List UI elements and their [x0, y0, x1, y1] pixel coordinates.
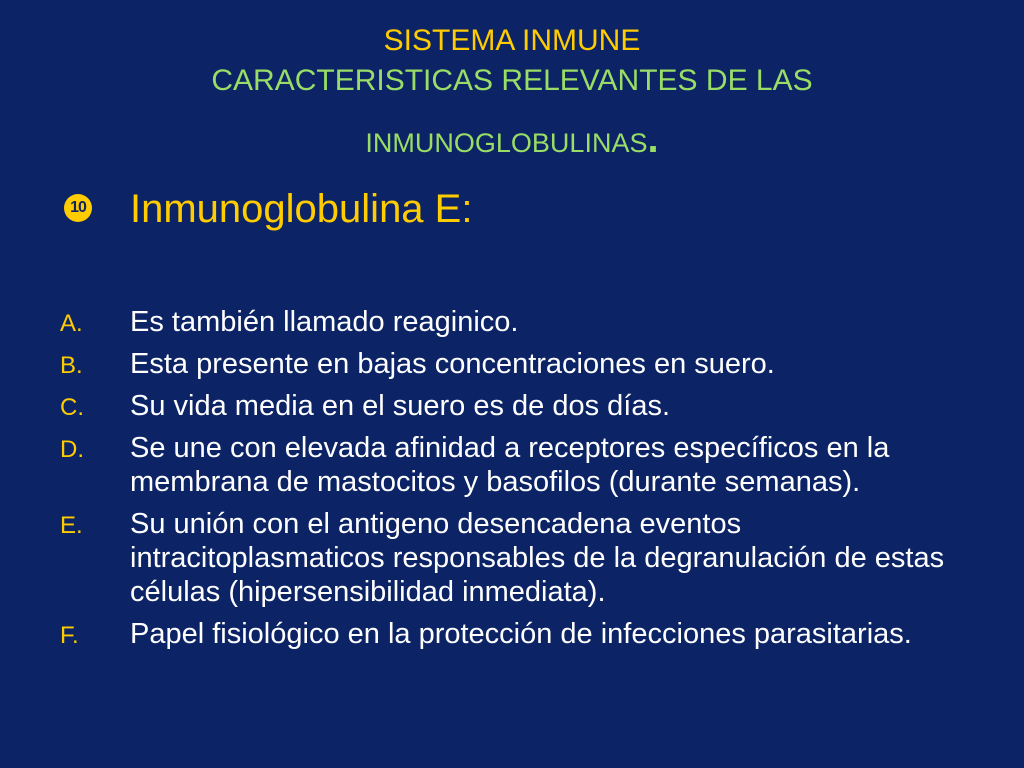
subtitle-word: INMUNOGLOBULINAS: [365, 128, 648, 158]
subtitle-period: .: [647, 117, 659, 161]
item-marker: F.: [60, 622, 79, 649]
item-marker: D.: [60, 436, 84, 463]
item-marker: B.: [60, 352, 83, 379]
item-marker: C.: [60, 394, 84, 421]
item-marker: E.: [60, 512, 83, 539]
item-text: Se une con elevada afinidad a receptores específicos en la membrana de mastocitos y basofilos (durante semanas).: [130, 432, 890, 498]
item-text: Es también llamado reaginico.: [130, 306, 519, 338]
list-item: [60, 347, 960, 381]
list-item: [60, 507, 960, 609]
numbered-circle-icon: 10: [64, 194, 92, 222]
item-list: [60, 305, 960, 659]
item-text: Su unión con el antigeno desencadena eventos intracitoplasmaticos responsables de la degranulación de estas células (hipersensibilidad inmediata).: [130, 508, 945, 608]
list-item: [60, 431, 960, 499]
item-marker: A.: [60, 310, 83, 337]
item-text: Esta presente en bajas concentraciones en suero.: [130, 348, 775, 380]
item-text: Su vida media en el suero es de dos días.: [130, 390, 671, 422]
section-heading: [60, 183, 960, 239]
item-text: Papel fisiológico en la protección de infecciones parasitarias.: [130, 618, 912, 650]
slide-subtitle: CARACTERISTICAS RELEVANTES DE LAS: [211, 64, 813, 97]
slide-subtitle-continued: [0, 117, 1024, 161]
section-heading-text: Inmunoglobulina E:: [130, 187, 473, 231]
list-item: [60, 617, 960, 651]
list-item: [60, 389, 960, 423]
slide-title: SISTEMA INMUNE: [383, 24, 641, 57]
list-item: [60, 305, 960, 339]
